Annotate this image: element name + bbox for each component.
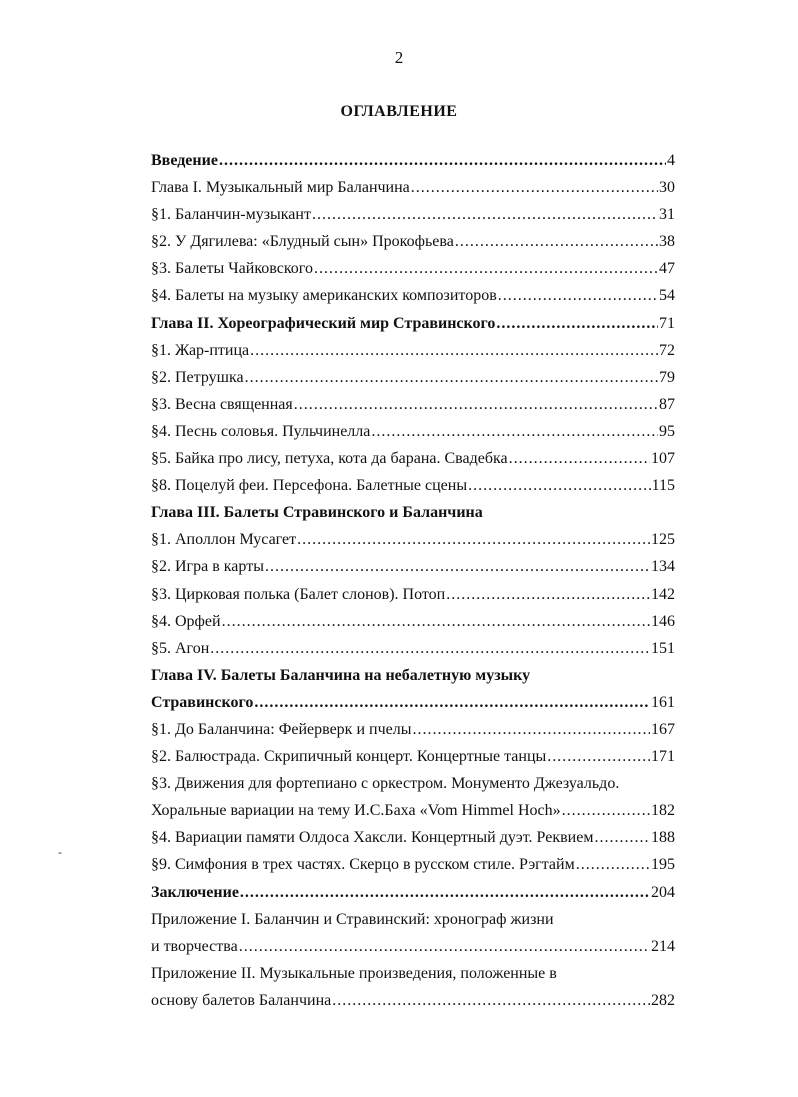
dot-leader [312,206,658,224]
margin-mark: - [58,845,62,859]
toc-entry-page: 95 [659,422,675,440]
toc-entry [151,586,675,613]
toc-entry-page: 134 [651,558,675,576]
toc-entry-page: 146 [651,612,675,630]
toc-entry-label: и творчества [151,937,238,955]
toc-entry [151,992,675,1019]
toc-entry [151,396,675,423]
toc-entry-page: 182 [651,802,675,820]
toc-entry [151,884,675,911]
toc-entry [151,829,675,856]
toc-entry [151,748,675,775]
toc-entry-page: 54 [659,287,675,305]
dot-leader [245,369,658,387]
dot-leader [411,179,658,197]
toc-entry-label: §3. Движения для фортепиано с оркестром. Монументо Джезуальдо. [151,775,620,793]
toc-entry-label: §4. Песнь соловья. Пульчинелла [151,422,371,440]
toc-entry-page: 195 [651,856,675,874]
toc-entry [151,558,675,585]
dot-leader [222,613,650,631]
toc-entry [151,233,675,260]
dot-leader [446,586,650,604]
dot-leader [240,884,650,902]
toc-entry-label: Глава III. Балеты Стравинского и Баланчина [151,504,483,522]
dot-leader [468,477,651,495]
toc-entry-label: §5. Байка про лису, петуха, кота да барана. Свадебка [151,450,508,468]
toc-entry [151,613,675,640]
toc-entry-label: Введение [151,152,218,169]
toc-entry [151,775,675,802]
dot-leader [509,450,650,468]
toc-entry-label: §2. Балюстрада. Скрипичный концерт. Концертные танцы [151,748,547,766]
dot-leader [498,287,658,305]
toc-entry [151,504,675,531]
toc-entry-label: §3. Балеты Чайковского [151,260,313,278]
dot-leader [210,640,650,658]
toc-entry [151,721,675,748]
toc-entry [151,694,675,721]
dot-leader [314,260,658,278]
toc-entry-label: §1. Баланчин-музыкант [151,206,311,224]
dot-leader [412,721,650,739]
toc-entry-page: 87 [659,395,675,413]
table-of-contents [151,152,675,1019]
toc-entry [151,965,675,992]
toc-entry-label: §3. Весна священная [151,395,293,413]
toc-entry-label: Приложение I. Баланчин и Стравинский: хронограф жизни [151,910,554,928]
toc-entry-page: 167 [651,720,675,738]
toc-entry-page: 72 [659,341,675,359]
toc-entry-label: §2. У Дягилева: «Блудный сын» Прокофьева [151,233,454,251]
toc-entry-page: 142 [651,585,675,603]
toc-entry-label: §1. Жар-птица [151,341,250,359]
toc-entry-page: 282 [651,991,675,1009]
toc-entry [151,179,675,206]
dot-leader [594,829,650,847]
toc-entry [151,667,675,694]
toc-entry-page: 38 [659,233,675,251]
toc-entry [151,802,675,829]
toc-entry-page: 125 [651,531,675,549]
toc-entry-label: §1. До Баланчина: Фейерверк и пчелы [151,720,412,738]
toc-entry-page: 188 [651,829,675,847]
toc-entry [151,369,675,396]
toc-entry-label: Глава IV. Балеты Баланчина на небалетную музыку [151,666,531,684]
toc-entry-label: Заключение [151,883,239,901]
toc-entry [151,640,675,667]
toc-entry [151,206,675,233]
toc-entry [151,911,675,938]
toc-entry-label: §9. Симфония в трех частях. Скерцо в русском стиле. Рэгтайм [151,856,575,874]
dot-leader [254,694,650,712]
dot-leader [547,748,650,766]
toc-entry [151,342,675,369]
toc-entry-label: §5. Агон [151,639,210,657]
toc-entry-page: 204 [651,883,675,901]
dot-leader [294,396,658,414]
toc-entry [151,423,675,450]
toc-entry-page: 161 [651,693,675,711]
toc-entry [151,260,675,287]
dot-leader [297,531,650,549]
toc-entry-label: Стравинского [151,693,254,711]
toc-entry-label: Глава II. Хореографический мир Стравинского [151,314,496,332]
dot-leader [265,558,650,576]
toc-entry [151,856,675,883]
toc-entry [151,315,675,342]
toc-entry-label: основу балетов Баланчина [151,991,332,1009]
dot-leader [576,856,650,874]
dot-leader [496,315,658,333]
toc-entry-page: 151 [651,639,675,657]
toc-entry [151,152,675,179]
page-title: ОГЛАВЛЕНИЕ [340,103,458,120]
dot-leader [332,992,650,1010]
toc-entry-label: §8. Поцелуй феи. Персефона. Балетные сцены [151,477,468,495]
toc-entry-label: Хоральные вариации на тему И.С.Баха «Vom Himmel Hoch» [151,802,561,820]
dot-leader [219,152,666,170]
toc-entry-page: 115 [651,477,675,495]
page-number: 2 [394,48,404,67]
toc-entry-page: 47 [659,260,675,278]
toc-entry [151,450,675,477]
toc-entry [151,938,675,965]
dot-leader [371,423,658,441]
toc-entry [151,287,675,314]
dot-leader [250,342,658,360]
toc-entry-page: 71 [659,314,675,332]
toc-entry-label: Приложение II. Музыкальные произведения, положенные в [151,964,557,982]
toc-entry-label: Глава I. Музыкальный мир Баланчина [151,179,410,197]
toc-entry-page: 214 [651,937,675,955]
toc-entry-label: §3. Цирковая полька (Балет слонов). Потоп [151,585,446,603]
toc-entry-page: 79 [659,368,675,386]
toc-entry-page: 4 [667,152,675,169]
toc-entry-label: §4. Вариации памяти Олдоса Хаксли. Концертный дуэт. Реквием [151,829,594,847]
toc-entry-label: §4. Орфей [151,612,221,630]
toc-entry-page: 171 [651,748,675,766]
toc-entry [151,477,675,504]
toc-entry-page: 107 [651,450,675,468]
dot-leader [455,233,658,251]
dot-leader [562,802,650,820]
toc-entry-page: 31 [659,206,675,224]
dot-leader [239,938,650,956]
toc-entry-label: §2. Петрушка [151,368,244,386]
toc-entry-label: §1. Аполлон Мусагет [151,531,297,549]
toc-entry [151,531,675,558]
toc-entry-page: 30 [659,179,675,197]
toc-entry-label: §4. Балеты на музыку американских композиторов [151,287,497,305]
toc-entry-label: §2. Игра в карты [151,558,264,576]
